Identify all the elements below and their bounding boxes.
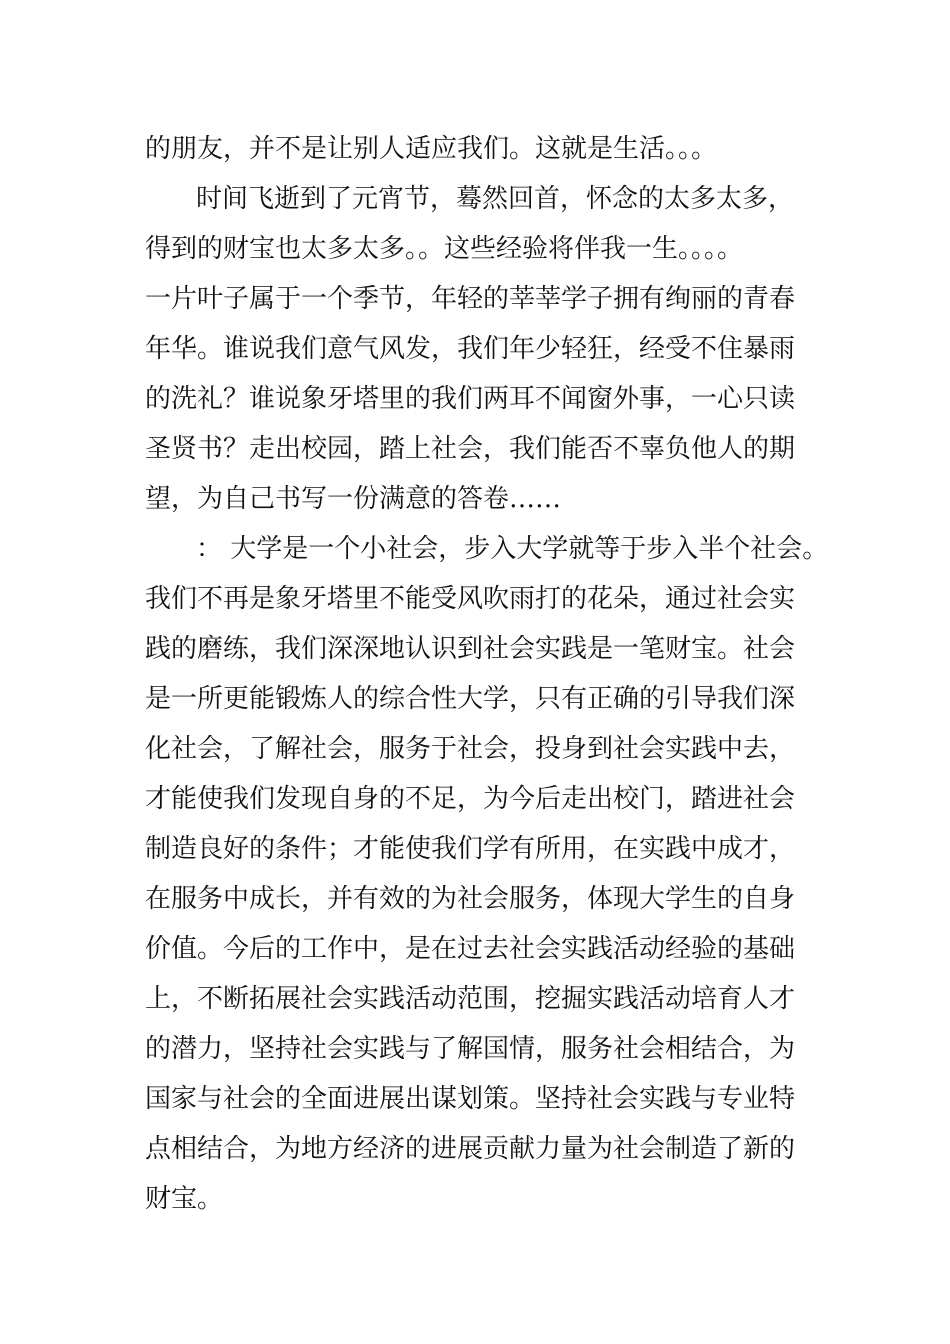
- text-line-1: 的朋友，并不是让别人适应我们。这就是生活。。。: [145, 134, 718, 164]
- text-line-22: 财宝。: [145, 1184, 224, 1214]
- text-line-11: 践的磨练，我们深深地认识到社会实践是一笔财宝。社会: [145, 634, 796, 664]
- text-line-2: 时间飞逝到了元宵节，蓦然回首，怀念的太多太多，: [196, 184, 795, 214]
- text-line-8: 望，为自己书写一份满意的答卷……: [145, 484, 562, 514]
- text-line-9: ： 大学是一个小社会，步入大学就等于步入半个社会。: [196, 534, 829, 564]
- text-line-17: 价值。今后的工作中，是在过去社会实践活动经验的基础: [145, 934, 796, 964]
- text-line-15: 制造良好的条件；才能使我们学有所用，在实践中成才，: [145, 834, 796, 864]
- text-line-7: 圣贤书？走出校园，踏上社会，我们能否不辜负他人的期: [145, 434, 796, 464]
- text-line-19: 的潜力，坚持社会实践与了解国情，服务社会相结合，为: [145, 1034, 796, 1064]
- text-line-4: 一片叶子属于一个季节，年轻的莘莘学子拥有绚丽的青春: [145, 284, 796, 314]
- text-line-6: 的洗礼？谁说象牙塔里的我们两耳不闻窗外事，一心只读: [145, 384, 796, 414]
- text-line-18: 上，不断拓展社会实践活动范围，挖掘实践活动培育人才: [145, 984, 796, 1014]
- text-line-14: 才能使我们发现自身的不足，为今后走出校门，踏进社会: [145, 784, 796, 814]
- text-line-10: 我们不再是象牙塔里不能受风吹雨打的花朵，通过社会实: [145, 584, 796, 614]
- text-line-16: 在服务中成长，并有效的为社会服务，体现大学生的自身: [145, 884, 796, 914]
- text-line-3: 得到的财宝也太多太多。。这些经验将伴我一生。。。。: [145, 234, 744, 264]
- text-line-20: 国家与社会的全面进展出谋划策。坚持社会实践与专业特: [145, 1084, 796, 1114]
- text-line-5: 年华。谁说我们意气风发，我们年少轻狂，经受不住暴雨: [145, 334, 796, 364]
- text-line-12: 是一所更能锻炼人的综合性大学，只有正确的引导我们深: [145, 684, 796, 714]
- text-line-13: 化社会，了解社会，服务于社会，投身到社会实践中去，: [145, 734, 796, 764]
- text-line-21: 点相结合，为地方经济的进展贡献力量为社会制造了新的: [145, 1134, 796, 1164]
